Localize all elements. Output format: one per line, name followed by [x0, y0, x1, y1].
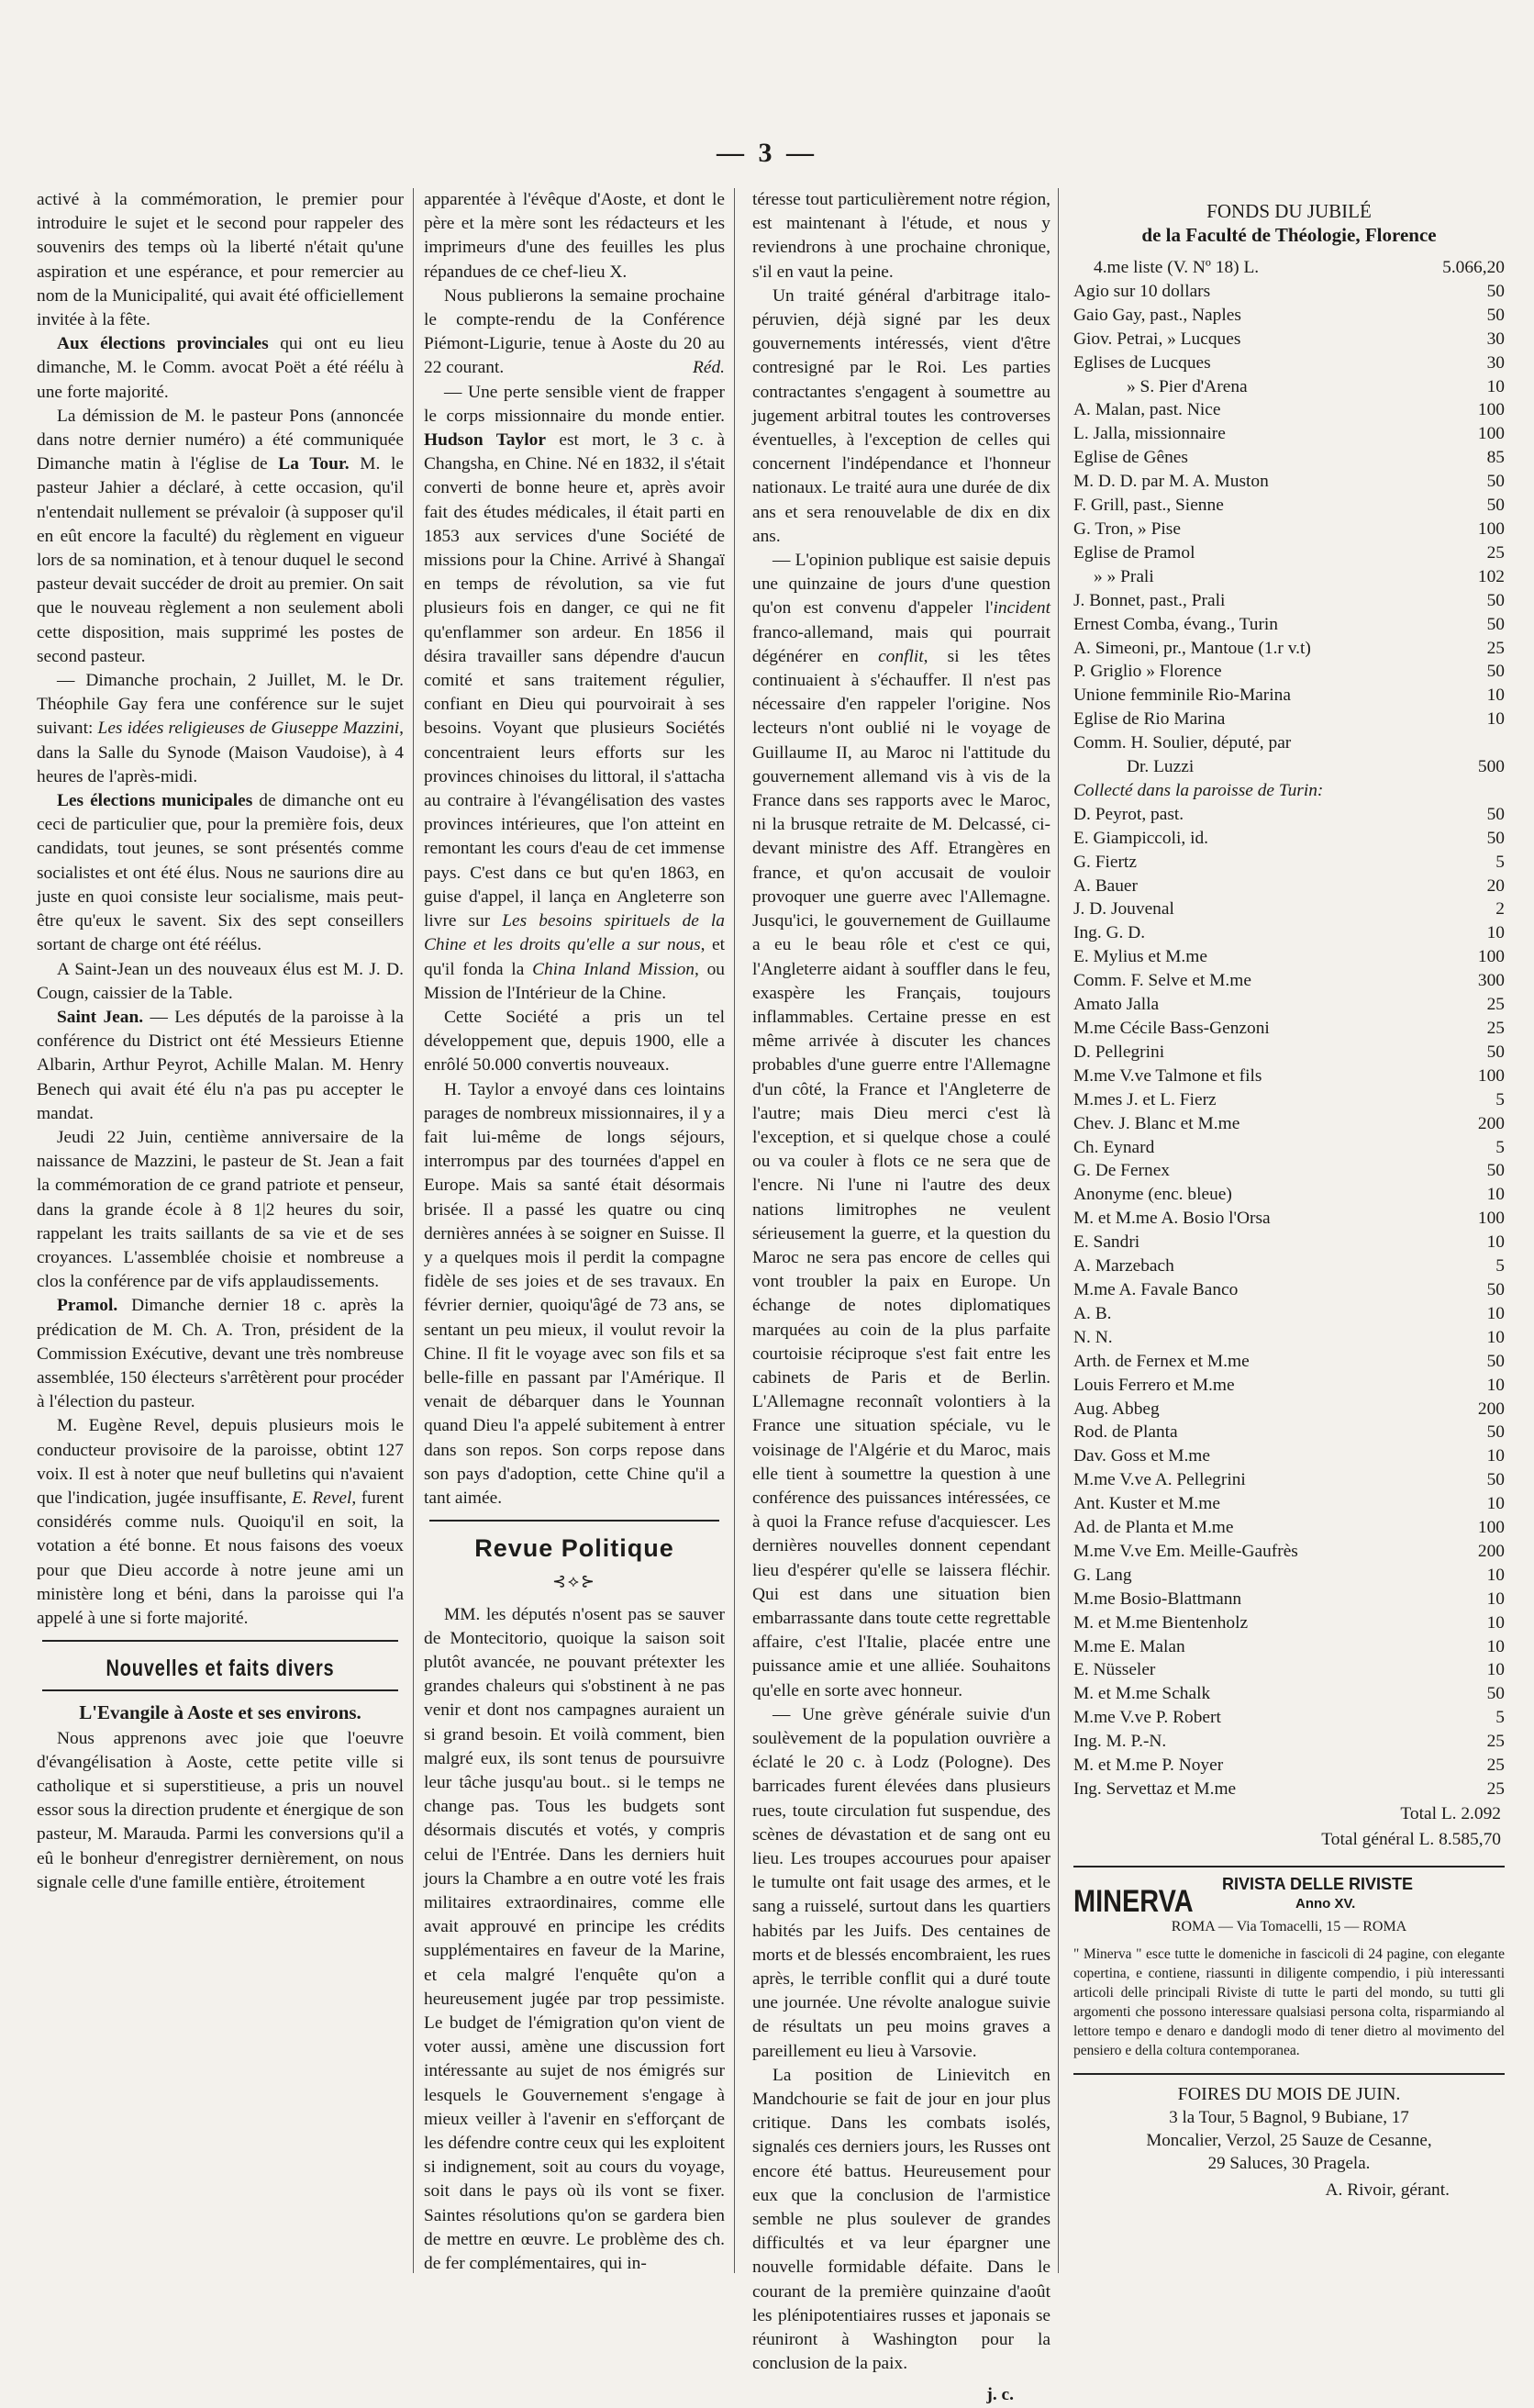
donation-amount: 100 [1477, 1065, 1505, 1086]
ornament-icon: ⊰⟡⊱ [551, 1572, 597, 1591]
donation-amount: 10 [1486, 1446, 1505, 1466]
paragraph-text: , et qu'il fonda la [424, 935, 725, 979]
donation-amount: 10 [1486, 1185, 1505, 1205]
paragraph-text: Dimanche dernier 18 c. après la prédication de M. Ch. A. Tron, président de la Commission Exécutive, devant une très nombreuse assemblée, 150 électeurs s'arrêtèrent pour procéder à l'élection du pasteur. [37, 1296, 404, 1412]
paragraph-text: — Une perte sensible vient de frapper le corps missionnaire du monde entier. [424, 382, 725, 426]
donor-name: D. Pellegrini [1073, 1042, 1165, 1062]
donation-amount: 10 [1486, 709, 1505, 730]
donor-name: L. Jalla, missionnaire [1073, 424, 1226, 444]
donor-name: G. De Fernex [1073, 1161, 1171, 1181]
donation-row [1073, 708, 1505, 731]
donor-name: J. D. Jouvenal [1073, 899, 1174, 920]
donor-name: A. Bauer [1073, 875, 1138, 896]
donor-name: M.me Bosio-Blattmann [1073, 1589, 1242, 1609]
donation-amount: 200 [1477, 1113, 1505, 1133]
donation-row [1073, 993, 1505, 1017]
donation-row [1073, 1658, 1505, 1682]
donation-row [1073, 1421, 1505, 1444]
donation-amount: 10 [1486, 1232, 1505, 1253]
donation-row [1073, 1302, 1505, 1326]
donation-amount: 10 [1486, 923, 1505, 943]
paragraph-text: — Les députés de la paroisse à la conférence du District ont été Messieurs Etienne Albarin, Arthur Peyrot, Achille Malan. M. Henry Benech qui avait été élu n'a pas pu accepter le mandat. [37, 1007, 404, 1123]
donor-name: Aug. Abbeg [1073, 1399, 1160, 1419]
column-rule [1058, 188, 1059, 2273]
column-rule [413, 188, 414, 2273]
donation-row [1073, 1374, 1505, 1398]
donor-name: A. Marzebach [1073, 1256, 1174, 1276]
donor-name: M.me E. Malan [1073, 1636, 1185, 1656]
donation-amount: 50 [1486, 614, 1505, 634]
donation-amount: 50 [1486, 1279, 1505, 1299]
donor-name: 4.me liste (V. Nº 18) L. [1094, 258, 1260, 277]
donor-name: Ant. Kuster et M.me [1073, 1494, 1220, 1514]
donor-name: Unione femminile Rio-Marina [1073, 686, 1291, 706]
donation-row [1073, 1444, 1505, 1468]
paragraph: téresse tout particulièrement notre région, est maintenant à l'étude, et nous y reviendrons à une prochaine chronique, s'il en vaut la peine. [752, 190, 1050, 282]
donor-name: Gaio Gay, past., Naples [1073, 305, 1241, 325]
donation-amount: 50 [1486, 828, 1505, 848]
donor-name: P. Griglio » Florence [1073, 662, 1222, 682]
donor-name: G. Lang [1073, 1565, 1132, 1585]
donation-row [1073, 1041, 1505, 1065]
donation-amount: 50 [1486, 1351, 1505, 1371]
donation-amount: 10 [1486, 1589, 1505, 1609]
donation-amount: 5.066,20 [1442, 258, 1505, 277]
donation-row [1073, 1778, 1505, 1801]
donor-name: Louis Ferrero et M.me [1073, 1375, 1235, 1395]
donation-row [1073, 304, 1505, 328]
donation-row [1073, 660, 1505, 684]
paragraph [37, 669, 404, 789]
paragraph [37, 405, 404, 669]
signature: j. c. [986, 2385, 1014, 2405]
donation-amount: 200 [1477, 1399, 1505, 1419]
donor-name: Eglise de Gênes [1073, 448, 1188, 468]
paragraph-text: , dans la Salle du Synode (Maison Vaudoise), à 4 heures de l'après-midi. [37, 719, 404, 786]
donor-name: Comm. F. Selve et M.me [1073, 971, 1251, 991]
paragraph [37, 789, 404, 957]
donation-amount: 25 [1486, 1756, 1505, 1776]
donation-row [1073, 684, 1505, 708]
donation-amount [1440, 779, 1505, 803]
donation-row [1073, 1588, 1505, 1611]
paragraph [37, 1006, 404, 1126]
donor-name: A. Malan, past. Nice [1073, 400, 1221, 420]
donation-row [1073, 470, 1505, 494]
donor-name: Eglise de Rio Marina [1073, 709, 1226, 730]
donor-name: G. Tron, » Pise [1073, 518, 1181, 539]
donation-amount: 100 [1477, 400, 1505, 420]
donation-row [1073, 1159, 1505, 1183]
paragraph: A Saint-Jean un des nouveaux élus est M. J. D. Cougn, caissier de la Table. [37, 959, 404, 1003]
donor-name: » » Prali [1094, 566, 1154, 586]
article-title: L'Evangile à Aoste et ses environs. [79, 1701, 361, 1724]
paragraph-text: — L'opinion publique est saisie depuis une quinzaine de jours d'une question qu'on est convenu d'appeler l' [752, 551, 1050, 619]
minerva-tag: RIVISTA DELLE RIVISTE [1222, 1874, 1414, 1893]
donation-row [1073, 1706, 1505, 1730]
donation-list [1073, 256, 1505, 1801]
run-in-heading: Aux élections provinciales [57, 334, 269, 354]
paragraph-text: , furent considérés comme nuls. Quoiqu'il en soit, la votation a été bonne. Et nous faisons des voeux pour que Dieu accorde à notre jeune ami un ministère long et béni, dans la paroisse qui l'a appelé à une si forte majorité. [37, 1488, 404, 1628]
donation-amount: 5 [1495, 852, 1505, 872]
donor-name: D. Peyrot, past. [1073, 804, 1184, 824]
donation-amount: 50 [1486, 1161, 1505, 1181]
paragraph-text: est mort, le 3 c. à Changsha, en Chine. Né en 1832, il s'était converti de bonne heure et, après avoir fait des études médicales, il était parti en 1853 aux services d'une Société de missions pour la Chine. Arrivé à Shangaï en temps de révolution, sa vie fut plusieurs fois en danger, ce qui ne fit qu'enflammer son ardeur. En 1856 il désira travailler sans dépendre d'aucun comité et sans traitement régulier, confiant en Dieu qui pourvoirait à ses besoins. Voyant que plusieurs Sociétés concentraient leurs efforts sur les provinces chinoises du littoral, il s'attacha au contraire à l'évangélisation des vastes provinces intérieures, que l'on atteint en remontant les cours d'eau de cet immense pays. C'est dans ce but qu'en 1863, en guise d'appel, il lança en Angleterre son livre sur [424, 430, 725, 931]
donation-row [1073, 945, 1505, 969]
fund-total: Total L. 2.092 [1400, 1803, 1501, 1823]
donation-amount: 100 [1477, 424, 1505, 444]
donation-amount: 500 [1477, 757, 1505, 777]
donation-row [1073, 589, 1505, 613]
paragraph [37, 332, 404, 405]
donation-row [1073, 755, 1505, 779]
donation-amount: 10 [1486, 1327, 1505, 1347]
italic-text: China Inland Mission [532, 959, 695, 979]
donor-name: Agio sur 10 dollars [1073, 281, 1211, 301]
donation-row [1073, 779, 1505, 803]
donor-name: E. Sandri [1073, 1232, 1140, 1253]
paragraph-text: M. Eugène Revel, depuis plusieurs mois le conducteur provisoire de la paroisse, obtint 127 voix. Il est à noter que neuf bulletins qui n'avaient que l'indication, jugée insuffisante, [37, 1416, 404, 1508]
donation-row [1073, 518, 1505, 541]
donation-amount: 100 [1477, 518, 1505, 539]
donation-row [1073, 1326, 1505, 1350]
donation-row [1073, 1065, 1505, 1088]
donation-row [1073, 1468, 1505, 1492]
donation-row [1073, 446, 1505, 470]
minerva-title: MINERVA [1073, 1883, 1194, 1919]
paragraph-text: La démission de M. le pasteur Pons (annoncée dans notre dernier numéro) a été communiquée Dimanche matin à l'église de [37, 406, 404, 474]
donor-name: M. et M.me Bientenholz [1073, 1612, 1249, 1633]
donation-amount: 85 [1486, 448, 1505, 468]
donation-row [1073, 969, 1505, 993]
donor-name: Amato Jalla [1073, 995, 1160, 1015]
paragraph [424, 381, 725, 1006]
donation-row [1073, 541, 1505, 565]
donation-row [1073, 256, 1505, 280]
donor-name: Ing. Servettaz et M.me [1073, 1779, 1237, 1799]
donation-row [1073, 921, 1505, 945]
donor-name: N. N. [1073, 1327, 1113, 1347]
donor-name: G. Fiertz [1073, 852, 1137, 872]
donation-row [1073, 328, 1505, 351]
donor-name: M.me V.ve P. Robert [1073, 1708, 1221, 1728]
donor-name: Ch. Eynard [1073, 1137, 1155, 1157]
section-rule [42, 1640, 398, 1642]
paragraph [752, 549, 1050, 1703]
fund-grand-total: Total général L. 8.585,70 [1321, 1829, 1501, 1849]
paragraph [37, 1294, 404, 1414]
donation-amount: 5 [1495, 1708, 1505, 1728]
donation-amount: 50 [1486, 590, 1505, 610]
donor-name: M. et M.me P. Noyer [1073, 1756, 1224, 1776]
donor-name: Dr. Luzzi [1127, 757, 1195, 777]
donation-row [1073, 1730, 1505, 1754]
paragraph: Jeudi 22 Juin, centième anniversaire de la naissance de Mazzini, le pasteur de St. Jean a fait la commémoration de ce grand patriote et penseur, dans la grande école à 8 1|2 heures du soir, rappelant les traits saillants de sa vie et de ses croyances. L'assemblée choisie et nombreuse a clos la conférence par de vifs applaudissements. [37, 1127, 404, 1292]
donation-amount: 30 [1486, 352, 1505, 373]
donation-row [1073, 1398, 1505, 1421]
donation-row [1073, 1231, 1505, 1254]
donation-amount: 50 [1486, 281, 1505, 301]
donor-name: Dav. Goss et M.me [1073, 1446, 1210, 1466]
donation-amount: 10 [1486, 1565, 1505, 1585]
donation-row [1073, 398, 1505, 422]
donation-row [1073, 280, 1505, 304]
donation-row [1073, 375, 1505, 399]
donor-name: Eglise de Pramol [1073, 542, 1195, 563]
donor-name: A. B. [1073, 1303, 1112, 1323]
italic-text: Les besoins spirituels de la Chine et les droits qu'elle a sur nous [424, 911, 725, 955]
donation-amount: 50 [1486, 472, 1505, 492]
paragraph: La position de Linievitch en Mandchourie se fait de jour en jour plus critique. Dans les combats isolés, signalés ces derniers jours, les Russes ont encore été battus. Heureusement pour eux que la conclusion de l'armistice semble ne plus soulever de grandes difficultés et va leur épargner une nouvelle formidable défaite. Dans le courant de la première quinzaine d'août les plénipotentiaires russes et japonais se réuniront à Washington pour la conclusion de la paix. [752, 2065, 1050, 2374]
donor-name: Ad. de Planta et M.me [1073, 1518, 1234, 1538]
donor-name: M. D. D. par M. A. Muston [1073, 472, 1269, 492]
donation-amount: 10 [1486, 1636, 1505, 1656]
fund-title: FONDS DU JUBILÉ [1206, 200, 1372, 222]
italic-text: E. Revel [292, 1488, 352, 1508]
column-rule [734, 188, 735, 2273]
donation-amount: 100 [1477, 1209, 1505, 1229]
paragraph: Nous apprenons avec joie que l'oeuvre d'évangélisation à Aoste, cette petite ville si catholique et si superstitieuse, a pris un nouvel essor sous la direction prudente et énergique de son pasteur, M. Marauda. Parmi les conversions qu'il a eû le bonheur d'enregistrer dernièrement, on nous signale celle d'une famille entière, étroitement [37, 1728, 404, 1892]
donor-name: Arth. de Fernex et M.me [1073, 1351, 1250, 1371]
donation-row [1073, 1635, 1505, 1659]
donation-amount: 10 [1486, 376, 1505, 396]
donor-name: A. Simeoni, pr., Mantoue (1.r v.t) [1073, 638, 1311, 658]
donation-amount: 5 [1495, 1089, 1505, 1109]
donation-row [1073, 637, 1505, 661]
paragraph: Cette Société a pris un tel développement que, depuis 1900, elle a enrôlé 50.000 convertis nouveaux. [424, 1007, 725, 1076]
paragraph: MM. les députés n'osent pas se sauver de Montecitorio, quoique la saison soit plutôt avancée, ne pouvant prétexter les grandes chaleurs qui s'obstinent à ne pas venir et dont nos campagnes auraient un si grand besoin. Et voilà comment, bien malgré eux, ils sont tenus de poursuivre leur tâche jusqu'au bout.. si le temps ne change pas. Tous les budgets sont désormais discutés et votés, y compris celui de l'Entrée. Dans les derniers huit jours la Chambre a en outre voté les frais militaires extraordinaires, comme elle avait approuvé en principe les crédits supplémentaires en faveur de la Marine, et cela malgré l'enquête qu'on a heureusement jugée par trop pessimiste. Le budget de l'émigration qu'on vient de voter aussi, amène une discussion fort intéressante au sujet de nos émigrés sur lesquels le Gouvernement s'engage à mieux veiller à l'avenir en s'efforçant de les défendre contre ceux qui les exploitent si indignement, soit au cours du voyage, soit dans le pays où ils vont se fixer. Saintes résolutions qu'on se gardera bien de mettre en œuvre. Le problème des ch. de fer complémentaires, qui in- [424, 1604, 725, 2274]
donation-amount: 50 [1486, 1422, 1505, 1443]
manager-signature: A. Rivoir, gérant. [1325, 2180, 1450, 2201]
donation-row [1073, 422, 1505, 446]
section-rule [429, 1520, 719, 1522]
donation-row [1073, 565, 1505, 589]
donation-amount: 100 [1477, 947, 1505, 967]
italic-text: incident [993, 598, 1050, 619]
paragraph-text: , si les têtes continuaient à s'échauffer. Il n'est pas nécessaire d'en rappeler l'origine. Nos lecteurs n'ont oublié ni le voyage de Guillaume II, au Maroc ni l'attitude du gouvernement allemand vis à vis de la France dans ses rapports avec le Maroc, ni la brusque retraite de M. Delcassé, ci-devant ministre des Aff. Etrangères en france, et qu'on accusait de vouloir provoquer une guerre avec l'Allemagne. Jusqu'ici, le gouvernement de Guillaume a eu le beau rôle et c'est ce qui, l'Angleterre aidant à souffler dans le feu, exaspère les Français, toujours inflammables. Certaine presse en est même arrivée à discuter les chances probables d'une guerre entre l'Allemagne d'un côté, la France et l'Angleterre de l'autre; mais Dieu merci c'est là l'exception, et si quelque chose a coulé ou va couler à flots ce ne sera que de l'encre. Ni l'une ni l'autre des deux nations limitrophes ne veulent sérieusement la guerre, et la question du Maroc ne sera pas encore de celles qui vont troubler la paix en Europe. Un échange de notes diplomatiques marquées au coin de la plus parfaite courtoisie réciproque s'est fait entre les cabinets de Paris et de Berlin. L'Allemagne reconnaît volontiers à la France une situation spéciale, vu le voisinage de l'Algérie et du Maroc, mais elle tient à soumettre la question à une conférence des puissances intéressées, ce à quoi la France refuse d'acquiescer. Les dernières nouvelles donnent cependant lieu d'espérer qu'elle se laissera fléchir. Qui est dans une situation bien embarrassante dans toute cette regrettable affaire, c'est l'Italie, placée entre une puissance amie et une alliée. Souhaitons qu'elle en sorte avec honneur. [752, 646, 1050, 1700]
paragraph-text: , ou Mission de l'Intérieur de la Chine. [424, 959, 726, 1003]
minerva-tagline [1222, 1875, 1413, 1913]
donation-row [1073, 613, 1505, 637]
fairs-title: FOIRES DU MOIS DE JUIN. [1073, 2073, 1505, 2106]
donor-name: Collecté dans la paroisse de Turin: [1073, 780, 1324, 800]
donor-name: Anonyme (enc. bleue) [1073, 1185, 1232, 1205]
minerva-body: " Minerva " esce tutte le domeniche in fascicoli di 24 pagine, con elegante copertina, e contiene, riassunti in diligente compendio, i più interessanti articoli delle principali Riviste di tutte le parti del mondo, su tutti gli argomenti che possono interessare qualsiasi persona colta, risparmiando al lettore tempo e denaro e dandogli modo di tener dietro al movimento del pensiero e della coltura contemporanea. [1073, 1946, 1505, 2059]
donor-name: Ing. M. P.-N. [1073, 1732, 1167, 1752]
minerva-year: Anno XV. [1295, 1895, 1356, 1912]
column-2 [424, 188, 725, 2276]
donation-amount: 50 [1486, 804, 1505, 824]
run-in-heading: Pramol. [57, 1296, 118, 1316]
minerva-header [1073, 1866, 1505, 1919]
paragraph: H. Taylor a envoyé dans ces lointains parages de nombreux missionnaires, il y a fait lui-même de longs séjours, interrompus par des tournées d'appel en Europe. Mais sa santé était désormais brisée. Il a passé les quatre ou cinq dernières années à se soigner en Suisse. Il y a quelques mois il perdit la compagne fidèle de ses joies et de ses travaux. En février dernier, quoiqu'âgé de 73 ans, se sentant un peu mieux, il voulut revoir la Chine. Il fit le voyage avec son fils et sa belle-fille en passant par l'Amérique. Il venait de débarquer dans le Younnan quand Dieu l'a appelé subitement à entrer dans son repos. Son corps repose dans son pays d'adoption, cette Chine qu'il a tant aimée. [424, 1079, 725, 1508]
paragraph-text: — Dimanche prochain, 2 Juillet, M. le Dr. Théophile Gay fera une conférence sur le sujet suivant: [37, 671, 404, 739]
section-title: Revue Politique [474, 1534, 674, 1563]
donation-amount: 50 [1486, 662, 1505, 682]
column-1 [37, 188, 404, 1895]
paragraph-text: M. le pasteur Jahier a déclaré, à cette occasion, qu'il n'entendait nullement se prévaloir (à supposer qu'il en eût encore la faculté) du règlement en vigueur lors de sa nomination, et à tenour duquel le second pasteur devait succéder de droit au premier. On sait que le nouveau règlement a non seulement aboli cette disposition, mais supprimé les postes de second pasteur. [37, 454, 404, 666]
donation-row [1073, 1540, 1505, 1564]
fairs-line: 29 Saluces, 30 Pragela. [1207, 2154, 1371, 2174]
donation-row [1073, 875, 1505, 898]
donor-name: Ing. G. D. [1073, 923, 1146, 943]
donation-row [1073, 1564, 1505, 1588]
donor-name: M.me Cécile Bass-Genzoni [1073, 1019, 1270, 1038]
paragraph: — Une grève générale suivie d'un soulèvement de la population ouvrière a éclaté le 20 c. à Lodz (Pologne). Des barricades furent élevées dans plusieurs rues, toute circulation fut suspendue, des scènes de dévastation et de sang ont eu lieu. Les troupes accourues pour apaiser le tumulte ont fait usage des armes, et le sang a ruisselé, surtout dans les quartiers habités par les Juifs. Des centaines de morts et de blessés encombraient, les rues après, le terrible conflit qui a duré toute une journée. Une révolte analogue suivie de résultats un peu moins graves a pareillement eu lieu à Varsovie. [752, 1704, 1050, 2061]
donation-amount: 300 [1477, 971, 1505, 991]
donation-amount: 25 [1486, 542, 1505, 563]
donation-amount: 200 [1477, 1541, 1505, 1561]
donor-name: E. Nüsseler [1073, 1660, 1156, 1680]
section-rule [42, 1689, 398, 1691]
donation-row [1073, 897, 1505, 921]
donation-amount: 10 [1486, 686, 1505, 706]
fund-subtitle: de la Faculté de Théologie, Florence [1141, 224, 1437, 246]
donation-row [1073, 1516, 1505, 1540]
donor-name: M.me V.ve Em. Meille-Gaufrès [1073, 1541, 1298, 1561]
donation-amount: 2 [1495, 899, 1505, 920]
donor-name: Eglises de Lucques [1073, 352, 1211, 373]
signature: Réd. [693, 358, 725, 378]
donation-amount: 25 [1486, 1019, 1505, 1038]
donation-amount: 5 [1495, 1137, 1505, 1157]
donor-name: M. et M.me A. Bosio l'Orsa [1073, 1209, 1271, 1229]
fairs-line: Moncalier, Verzol, 25 Sauze de Cesanne, [1146, 2131, 1432, 2151]
donor-name: E. Giampiccoli, id. [1073, 828, 1209, 848]
donation-row [1073, 731, 1505, 755]
donor-name: M.me A. Favale Banco [1073, 1279, 1239, 1299]
donation-amount: 50 [1486, 1042, 1505, 1062]
column-4 [1073, 188, 1505, 2203]
donor-name: M.me V.ve A. Pellegrini [1073, 1470, 1246, 1490]
donation-amount: 10 [1486, 1303, 1505, 1323]
donor-name: E. Mylius et M.me [1073, 947, 1207, 967]
donation-row [1073, 1611, 1505, 1635]
donation-row [1073, 1492, 1505, 1516]
paragraph-text: de dimanche ont eu ceci de particulier que, pour la première fois, deux candidats, tout jeunes, se sont présentés comme socialistes et ont été élus. Nous ne saurions dire au juste en quoi consiste leur socialisme, mais peut-être qu'eux le savent. Six des sept conseillers sortant de charge ont été réélus. [37, 791, 405, 955]
paragraph [424, 284, 725, 381]
donation-amount: 50 [1486, 305, 1505, 325]
donation-amount: 50 [1486, 1684, 1505, 1704]
donation-row [1073, 1183, 1505, 1207]
paragraph-text: qui ont eu lieu dimanche, M. le Comm. avocat Poët a été réélu à une forte majorité. [37, 334, 405, 402]
bold-text: Hudson Taylor [424, 430, 546, 451]
donation-row [1073, 1350, 1505, 1374]
paragraph [37, 1414, 404, 1631]
donation-amount [1440, 731, 1505, 755]
bold-text: La Tour. [278, 454, 350, 474]
donation-row [1073, 1136, 1505, 1160]
donor-name: Ernest Comba, évang., Turin [1073, 614, 1278, 634]
donation-row [1073, 351, 1505, 375]
donation-row [1073, 1278, 1505, 1302]
donation-amount: 10 [1486, 1494, 1505, 1514]
donation-row [1073, 1017, 1505, 1041]
donor-name: M.me V.ve Talmone et fils [1073, 1065, 1262, 1086]
donation-row [1073, 1682, 1505, 1706]
donation-amount: 100 [1477, 1518, 1505, 1538]
donor-name: F. Grill, past., Sienne [1073, 496, 1224, 516]
donation-amount: 10 [1486, 1612, 1505, 1633]
donation-row [1073, 1088, 1505, 1112]
donation-amount: 5 [1495, 1256, 1505, 1276]
paragraph-text: franco-allemand, mais qui pourrait dégénérer en [752, 622, 1050, 666]
donation-amount: 25 [1486, 638, 1505, 658]
donation-row [1073, 1207, 1505, 1231]
donation-amount: 50 [1486, 496, 1505, 516]
donation-row [1073, 803, 1505, 827]
donation-row [1073, 827, 1505, 851]
donor-name: J. Bonnet, past., Prali [1073, 590, 1226, 610]
donor-name: Rod. de Planta [1073, 1422, 1178, 1443]
donation-amount: 10 [1486, 1660, 1505, 1680]
donation-amount: 50 [1486, 1470, 1505, 1490]
run-in-heading: Saint Jean. [57, 1007, 144, 1027]
donation-row [1073, 1112, 1505, 1136]
donor-name: M. et M.me Schalk [1073, 1684, 1211, 1704]
donation-amount: 30 [1486, 329, 1505, 349]
donor-name: » S. Pier d'Arena [1127, 376, 1248, 396]
paragraph: Un traité général d'arbitrage italo-péruvien, déjà signé par les deux gouvernements intéressés, vient d'être contresigné par le Roi. Les parties contractantes s'engagent à soumettre au jugement arbitral toutes les controverses éventuelles, à l'exception de celles qui concernent l'indépendance et l'honneur nationaux. Le traité aura une durée de dix ans et sera renouvelable de dix en dix ans. [752, 285, 1050, 546]
run-in-heading: Les élections municipales [57, 791, 253, 811]
donation-row [1073, 1254, 1505, 1278]
donation-row [1073, 1754, 1505, 1778]
page-number: — 3 — [717, 138, 817, 168]
paragraph: activé à la commémoration, le premier pour introduire le sujet et le second pour rappeler des souvenirs des temps où la liberté n'était qu'une aspiration et une espérance, et pour remercier au nom de la Municipalité, qui avait été officiellement invitée à la fête. [37, 190, 404, 330]
donor-name: M.mes J. et L. Fierz [1073, 1089, 1217, 1109]
donor-name: Comm. H. Soulier, député, par [1073, 733, 1292, 753]
donor-name: Giov. Petrai, » Lucques [1073, 329, 1241, 349]
donation-amount: 10 [1486, 1375, 1505, 1395]
italic-text: Les idées religieuses de Giuseppe Mazzini [97, 719, 400, 739]
column-3 [752, 188, 1050, 2408]
donation-amount: 25 [1486, 1732, 1505, 1752]
section-title: Nouvelles et faits divers [106, 1656, 335, 1682]
minerva-address: ROMA — Via Tomacelli, 15 — ROMA [1171, 1918, 1407, 1934]
donor-name: Chev. J. Blanc et M.me [1073, 1113, 1240, 1133]
donation-amount: 102 [1477, 566, 1505, 586]
donation-amount: 25 [1486, 995, 1505, 1015]
donation-row [1073, 494, 1505, 518]
paragraph-text: Nous publierons la semaine prochaine le compte-rendu de la Conférence Piémont-Ligurie, tenue à Aoste du 20 au 22 courant. [424, 285, 725, 378]
donation-row [1073, 851, 1505, 875]
fairs-line: 3 la Tour, 5 Bagnol, 9 Bubiane, 17 [1169, 2108, 1409, 2128]
donation-amount: 20 [1486, 875, 1505, 896]
italic-text: conflit [878, 646, 924, 666]
donation-amount: 25 [1486, 1779, 1505, 1799]
paragraph: apparentée à l'évêque d'Aoste, et dont le père et la mère sont les rédacteurs et les imprimeurs d'une des feuilles les plus répandues de ce chef-lieu X. [424, 190, 725, 282]
